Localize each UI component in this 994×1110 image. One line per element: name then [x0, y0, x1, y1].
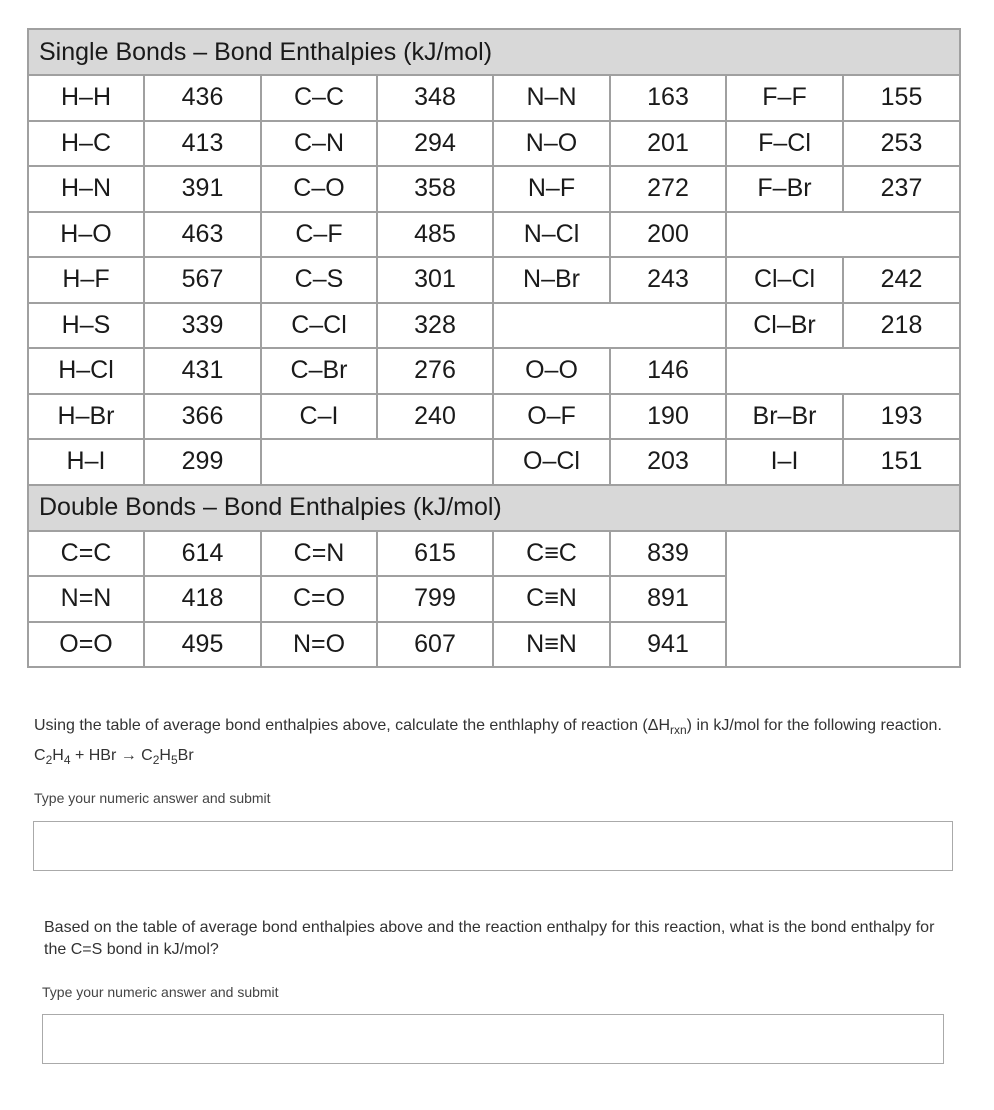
enthalpy-cell: 799 — [377, 576, 493, 622]
enthalpy-cell: 615 — [377, 531, 493, 577]
enthalpy-cell: 941 — [610, 622, 726, 668]
single-bond-row — [28, 121, 960, 167]
bond-cell: O–F — [493, 394, 610, 440]
bond-cell: C–N — [261, 121, 377, 167]
single-bond-row — [28, 257, 960, 303]
enthalpy-cell: 146 — [610, 348, 726, 394]
bond-cell: C–O — [261, 166, 377, 212]
bond-cell: O–Cl — [493, 439, 610, 485]
question-2-text: Based on the table of average bond enthalpies above and the reaction enthalpy for this reaction, what is the bond enthalpy for the C=S bond in kJ/mol? — [44, 919, 935, 958]
empty-cell — [726, 212, 960, 258]
enthalpy-cell: 201 — [610, 121, 726, 167]
enthalpy-cell: 242 — [843, 257, 960, 303]
enthalpy-cell: 463 — [144, 212, 261, 258]
enthalpy-cell: 339 — [144, 303, 261, 349]
bond-cell: Br–Br — [726, 394, 843, 440]
enthalpy-cell: 328 — [377, 303, 493, 349]
bond-cell: N=N — [28, 576, 144, 622]
enthalpy-cell: 614 — [144, 531, 261, 577]
enthalpy-cell: 193 — [843, 394, 960, 440]
reaction-equation: $C_2H_4$ + HBr → $C_2H_5Br$ — [34, 747, 194, 768]
bond-cell: N–Cl — [493, 212, 610, 258]
bond-cell: H–O — [28, 212, 144, 258]
single-bond-row — [28, 212, 960, 258]
enthalpy-cell: 294 — [377, 121, 493, 167]
bond-cell: N≡N — [493, 622, 610, 668]
enthalpy-cell: 391 — [144, 166, 261, 212]
bond-cell: O–O — [493, 348, 610, 394]
bond-cell: H–F — [28, 257, 144, 303]
enthalpy-cell: 485 — [377, 212, 493, 258]
bond-cell: N–F — [493, 166, 610, 212]
enthalpy-cell: 348 — [377, 75, 493, 121]
single-bond-row — [28, 394, 960, 440]
bond-cell: I–I — [726, 439, 843, 485]
bond-cell: F–F — [726, 75, 843, 121]
bond-cell: C–C — [261, 75, 377, 121]
question-1-hint: Type your numeric answer and submit — [34, 790, 271, 806]
bond-cell: Cl–Br — [726, 303, 843, 349]
single-bonds-header: Single Bonds – Bond Enthalpies (kJ/mol) — [28, 29, 960, 75]
empty-cell — [726, 348, 960, 394]
enthalpy-cell: 413 — [144, 121, 261, 167]
enthalpy-cell: 218 — [843, 303, 960, 349]
enthalpy-cell: 358 — [377, 166, 493, 212]
enthalpy-cell: 272 — [610, 166, 726, 212]
enthalpy-cell: 436 — [144, 75, 261, 121]
enthalpy-cell: 299 — [144, 439, 261, 485]
single-bond-row — [28, 348, 960, 394]
bond-cell: C≡N — [493, 576, 610, 622]
empty-cell — [493, 303, 726, 349]
bond-cell: N–Br — [493, 257, 610, 303]
enthalpy-cell: 431 — [144, 348, 261, 394]
single-bond-row — [28, 75, 960, 121]
bond-cell: N=O — [261, 622, 377, 668]
empty-cell — [726, 531, 960, 668]
enthalpy-cell: 240 — [377, 394, 493, 440]
question-2-answer-input[interactable] — [42, 1014, 944, 1064]
single-bond-row — [28, 166, 960, 212]
question-1-text: Using the table of average bond enthalpies above, calculate the enthlaphy of reaction $(\Delta H_{rxn})$ in kJ/mol for the following reaction. $C_2H_4$ + HBr → $C_2H_5Br$ — [34, 717, 942, 768]
bond-cell: C=C — [28, 531, 144, 577]
enthalpy-cell: 276 — [377, 348, 493, 394]
bond-cell: Cl–Cl — [726, 257, 843, 303]
bond-cell: F–Cl — [726, 121, 843, 167]
enthalpy-cell: 607 — [377, 622, 493, 668]
enthalpy-cell: 495 — [144, 622, 261, 668]
bond-cell: H–S — [28, 303, 144, 349]
enthalpy-cell: 891 — [610, 576, 726, 622]
bond-cell: H–Br — [28, 394, 144, 440]
enthalpy-cell: 253 — [843, 121, 960, 167]
bond-cell: H–Cl — [28, 348, 144, 394]
enthalpy-cell: 163 — [610, 75, 726, 121]
enthalpy-cell: 366 — [144, 394, 261, 440]
single-bond-row — [28, 439, 960, 485]
bond-cell: H–I — [28, 439, 144, 485]
bond-cell: C–Cl — [261, 303, 377, 349]
enthalpy-cell: 237 — [843, 166, 960, 212]
enthalpy-cell: 151 — [843, 439, 960, 485]
enthalpy-cell: 203 — [610, 439, 726, 485]
enthalpy-cell: 567 — [144, 257, 261, 303]
bond-cell: N–O — [493, 121, 610, 167]
bond-cell: C≡C — [493, 531, 610, 577]
enthalpy-cell: 418 — [144, 576, 261, 622]
bond-cell: C–S — [261, 257, 377, 303]
enthalpy-cell: 243 — [610, 257, 726, 303]
enthalpy-cell: 200 — [610, 212, 726, 258]
enthalpy-cell: 301 — [377, 257, 493, 303]
bond-cell: C=O — [261, 576, 377, 622]
double-bond-row — [28, 531, 960, 577]
double-bonds-header: Double Bonds – Bond Enthalpies (kJ/mol) — [28, 485, 960, 531]
bond-cell: C–I — [261, 394, 377, 440]
enthalpy-cell: 190 — [610, 394, 726, 440]
bond-cell: H–H — [28, 75, 144, 121]
enthalpy-cell: 839 — [610, 531, 726, 577]
bond-enthalpy-table — [27, 28, 961, 668]
bond-cell: F–Br — [726, 166, 843, 212]
enthalpy-cell: 155 — [843, 75, 960, 121]
bond-cell: C–Br — [261, 348, 377, 394]
bond-cell: O=O — [28, 622, 144, 668]
question-1-answer-input[interactable] — [33, 821, 953, 871]
empty-cell — [261, 439, 493, 485]
bond-cell: H–C — [28, 121, 144, 167]
bond-cell: H–N — [28, 166, 144, 212]
single-bond-row — [28, 303, 960, 349]
bond-cell: C=N — [261, 531, 377, 577]
bond-cell: N–N — [493, 75, 610, 121]
bond-cell: C–F — [261, 212, 377, 258]
question-2-hint: Type your numeric answer and submit — [42, 984, 279, 1000]
